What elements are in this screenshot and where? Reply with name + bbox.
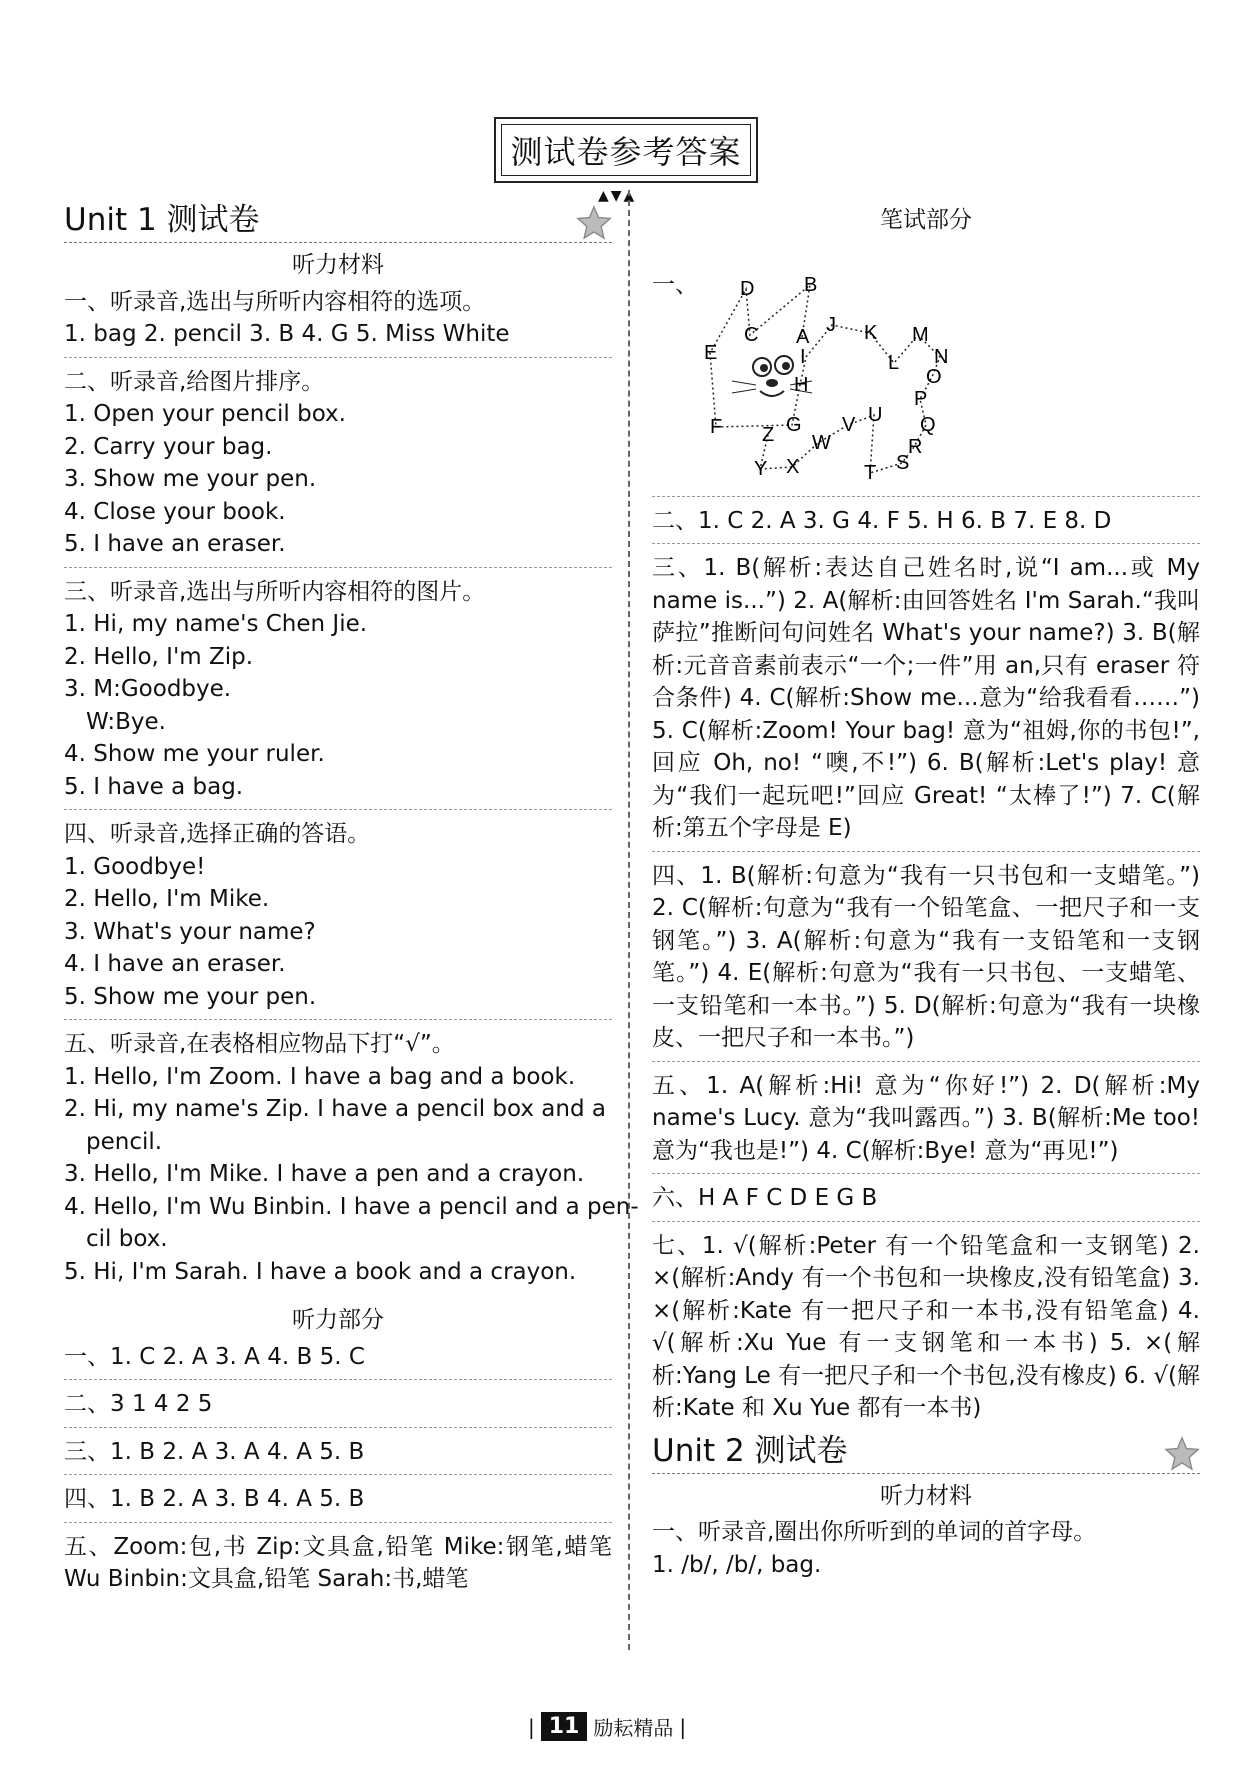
title-box <box>494 117 758 183</box>
q1-label: 一、 <box>652 271 698 298</box>
listening-section <box>64 576 612 811</box>
letter-dot-diagram <box>652 245 1200 497</box>
dot-letter: D <box>740 277 755 300</box>
connect-dots-cat <box>692 249 1012 479</box>
q3-answers: 三、1. B(解析:表达自己姓名时,说“I am...或 My name is...”) 2. A(解析:由回答姓名 I'm Sarah.“我叫萨拉”推断问句问姓名 What's your name?) 3. B(解析:元音音素前表示“一个;一件”用 an,只有 eraser 符合条件) 4. C(解析:Show me...意为“给我看看……”) 5. C(解析:Zoom! Your bag! 意为“祖姆,你的书包!”,回应 Oh, no! “噢,不!”) 6. B(解析:Let's play! 意为“我们一起玩吧!”回应 Great! “太棒了!”) 7. C(解析:第五个字母是 E) <box>652 552 1200 852</box>
dot-letter: J <box>826 313 836 336</box>
section-line: 1. Open your pencil box. <box>64 401 346 427</box>
section-line: 1. Hello, I'm Zoom. I have a bag and a book. <box>64 1063 576 1090</box>
star-icon <box>1164 1435 1200 1471</box>
dot-letter: C <box>744 323 759 346</box>
section-line: 3. M:Goodbye. <box>64 676 232 702</box>
dot-letter: G <box>786 413 802 436</box>
section-line: 1. Hi, my name's Chen Jie. <box>64 611 368 637</box>
section-line: 2. Hello, I'm Mike. <box>64 886 270 912</box>
section-heading: 五、听录音,在表格相应物品下打“√”。 <box>64 1031 455 1057</box>
section-line: 5. Show me your pen. <box>64 983 317 1010</box>
section-line: cil box. <box>86 1226 168 1252</box>
dot-letter: N <box>934 345 949 368</box>
listening-section <box>64 366 612 568</box>
unit1-title: Unit 1 测试卷 <box>64 202 260 238</box>
dot-letter: V <box>842 413 856 436</box>
listening-section <box>64 1028 639 1294</box>
brand-name: 励耘精品 <box>593 1716 674 1740</box>
dot-letter: E <box>704 341 718 364</box>
section-line: W:Bye. <box>86 708 166 735</box>
unit2-header <box>652 1431 1200 1474</box>
q4-answers: 四、1. B(解析:句意为“我有一只书包和一支蜡笔。”) 2. C(解析:句意为“我有一个铅笔盒、一把尺子和一支钢笔。”) 3. A(解析:句意为“我有一支铅笔和一支钢笔。”) 4. E(解析:句意为“我有一只书包、一支蜡笔、一支铅笔和一本书。”) 5. D(解析:句意为“我有一块橡皮、一把尺子和一本书。”) <box>652 860 1200 1062</box>
q5-answers: 五、1. A(解析:Hi! 意为“你好!”) 2. D(解析:My name's Lucy. 意为“我叫露西。”) 3. B(解析:Me too! 意为“我也是!”) 4. C(解析:Bye! 意为“再见!”) <box>652 1070 1200 1175</box>
dot-letter: O <box>926 365 942 388</box>
answer-row: 四、1. B 2. A 3. B 4. A 5. B <box>64 1483 612 1523</box>
listening-material-sections <box>64 286 639 1295</box>
section-heading: 三、听录音,选出与所听内容相符的图片。 <box>64 578 486 605</box>
listening-section <box>64 818 612 1020</box>
section-heading: 四、听录音,选择正确的答语。 <box>64 821 371 847</box>
answer-row: 五、Zoom:包,书 Zip:文具盒,铅笔 Mike:钢笔,蜡笔 Wu Binbin:文具盒,铅笔 Sarah:书,蜡笔 <box>64 1533 612 1592</box>
dot-letter: X <box>786 455 800 478</box>
page-title: 测试卷参考答案 <box>501 124 751 176</box>
dot-letter: K <box>864 321 878 344</box>
column-divider <box>628 190 630 1650</box>
section-line: 5. I have an eraser. <box>64 531 286 557</box>
section-line: 3. Hello, I'm Mike. I have a pen and a crayon. <box>64 1161 585 1187</box>
dot-letter: B <box>804 273 818 296</box>
dot-letter: L <box>888 351 900 374</box>
dot-letter: S <box>896 451 910 474</box>
page-number: 11 <box>541 1712 588 1741</box>
dot-letter: Z <box>762 423 775 446</box>
unit2-line-1: 1. /b/, /b/, bag. <box>652 1551 822 1578</box>
section-line: 4. Hello, I'm Wu Binbin. I have a pencil and a pen- <box>64 1193 639 1220</box>
dot-letter: T <box>864 461 877 479</box>
listening-material-title: 听力材料 <box>292 252 384 278</box>
section-line: 5. Hi, I'm Sarah. I have a book and a crayon. <box>64 1258 577 1285</box>
dot-letter: P <box>914 387 928 410</box>
dot-letter: A <box>796 325 810 348</box>
section-line: 3. What's your name? <box>64 918 316 945</box>
section-line: 1. bag 2. pencil 3. B 4. G 5. Miss White <box>64 321 510 347</box>
section-line: 4. Show me your ruler. <box>64 741 325 767</box>
dot-letter: H <box>794 373 809 396</box>
q6-answers: 六、H A F C D E G B <box>652 1182 1200 1222</box>
dot-letter: F <box>710 415 723 438</box>
section-heading: 二、听录音,给图片排序。 <box>64 368 325 395</box>
unit2-line-0: 一、听录音,圈出你所听到的单词的首字母。 <box>652 1519 1097 1545</box>
star-icon <box>576 204 612 240</box>
section-line: 2. Carry your bag. <box>64 433 273 460</box>
listening-section <box>64 286 612 358</box>
section-line: 4. I have an eraser. <box>64 951 286 977</box>
dot-letter: Q <box>920 413 936 436</box>
q2-answers: 二、1. C 2. A 3. G 4. F 5. H 6. B 7. E 8. D <box>652 505 1200 545</box>
dot-letter: U <box>868 403 883 426</box>
unit2-title: Unit 2 测试卷 <box>652 1432 848 1469</box>
dot-letter: I <box>800 345 806 368</box>
listening-part-title: 听力部分 <box>292 1307 384 1333</box>
dot-letter: R <box>908 435 923 458</box>
page-footer: | 11 励耘精品 | <box>528 1714 687 1740</box>
dot-letter: Y <box>754 457 768 479</box>
answer-row: 三、1. B 2. A 3. A 4. A 5. B <box>64 1436 612 1476</box>
section-line: 2. Hello, I'm Zip. <box>64 643 254 670</box>
title-decoration: ▲▼▲ <box>598 188 637 204</box>
section-line: 1. Goodbye! <box>64 853 206 880</box>
unit1-header <box>64 200 612 243</box>
section-line: 2. Hi, my name's Zip. I have a pencil box and a <box>64 1096 606 1122</box>
q7-answers: 七、1. √(解析:Peter 有一个铅笔盒和一支钢笔) 2. ×(解析:Andy 有一个书包和一块橡皮,没有铅笔盒) 3. ×(解析:Kate 有一把尺子和一本书,没有铅笔盒) 4. √(解析:Xu Yue 有一支钢笔和一本书) 5. ×(解析:Yang Le 有一把尺子和一个书包,没有橡皮) 6. √(解析:Kate 和 Xu Yue 都有一本书) <box>652 1232 1200 1421</box>
section-line: pencil. <box>86 1128 163 1155</box>
written-part-title: 笔试部分 <box>880 207 972 233</box>
listening-answers <box>64 1341 612 1602</box>
unit2-listening-title: 听力材料 <box>880 1482 972 1509</box>
dot-letter: M <box>912 323 929 346</box>
section-line: 4. Close your book. <box>64 498 286 525</box>
section-line: 3. Show me your pen. <box>64 466 317 492</box>
left-column <box>64 200 639 1610</box>
section-line: 5. I have a bag. <box>64 773 244 800</box>
dot-letter: W <box>812 431 831 454</box>
answer-row: 二、3 1 4 2 5 <box>64 1388 612 1428</box>
section-heading: 一、听录音,选出与所听内容相符的选项。 <box>64 288 486 315</box>
answer-row: 一、1. C 2. A 3. A 4. B 5. C <box>64 1341 612 1381</box>
right-column <box>652 200 1200 1581</box>
